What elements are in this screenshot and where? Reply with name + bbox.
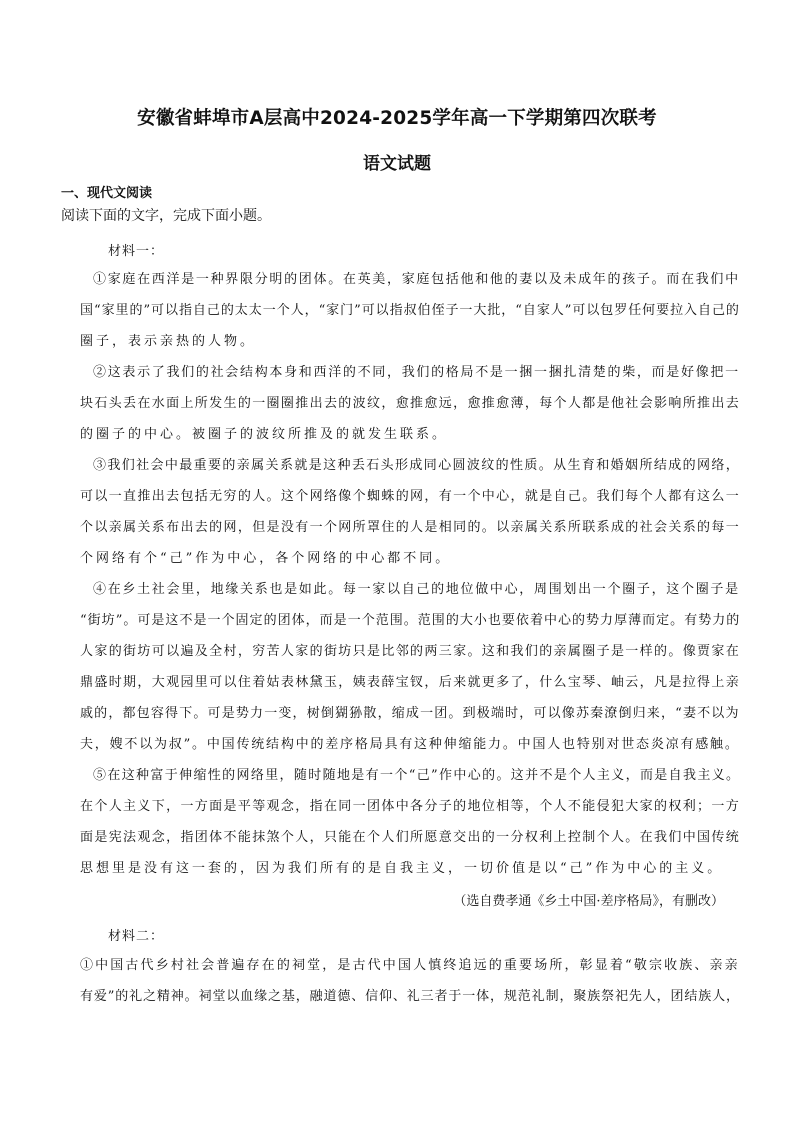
paragraph-line: 块石头丢在水面上所发生的一圈圈推出去的波纹，愈推愈远，愈推愈薄，每个人都是他社会影响所推出去: [80, 396, 740, 411]
paragraph-line: 人家的街坊可以遍及全村，穷苦人家的街坊只是比邻的两三家。这和我们的亲属圈子是一样的。像贾家在: [80, 644, 740, 659]
paragraph-line: 鼎盛时期，大观园里可以住着姑表林黛玉，姨表薛宝钗，后来就更多了，什么宝琴、岫云，凡是拉得上亲: [80, 675, 740, 690]
paragraph-line: 国“家里的”可以指自己的太太一个人，“家门”可以指叔伯侄子一大批，“自家人”可以包罗任何要拉入自己的: [80, 303, 740, 318]
paragraph-line: 个网络有个“己”作为中心，各个网络的中心都不同。: [80, 551, 452, 566]
document-subtitle: 语文试题: [363, 154, 431, 174]
material-1-paragraph-3: [80, 450, 740, 574]
paragraph-line: 面是宪法观念，指团体不能抹煞个人，只能在个人们所愿意交出的一分权利上控制个人。在我们中国传统: [80, 830, 740, 845]
paragraph-line: 的圈子的中心。被圈子的波纹所推及的就发生联系。: [80, 427, 449, 442]
material-1-paragraph-2: [80, 357, 740, 450]
material-1-source: （选自费孝通《乡土中国·差序格局》，有删改）: [453, 894, 724, 909]
paragraph-line: 圈子，表示亲热的人物。: [80, 334, 257, 349]
paragraph-line: ⑤在这种富于伸缩性的网络里，随时随地是有一个“己”作中心的。这并不是个人主义，而是自我主义。: [93, 768, 740, 783]
material-1-paragraph-5: [80, 760, 740, 884]
paragraph-line: ①中国古代乡村社会普遍存在的祠堂，是古代中国人慎终追远的重要场所，彰显着“敬宗收族、亲亲: [80, 958, 740, 973]
paragraph-line: 夫，嫂不以为叔”。中国传统结构中的差序格局具有这种伸缩能力。中国人也特别对世态炎凉有感触。: [80, 737, 740, 752]
paragraph-line: ②这表示了我们的社会结构本身和西洋的不同，我们的格局不是一捆一捆扎清楚的柴，而是好像把一: [93, 365, 740, 380]
paragraph-line: ④在乡土社会里，地缘关系也是如此。每一家以自己的地位做中心，周围划出一个圈子，这个圈子是: [93, 582, 740, 597]
paragraph-line: ①家庭在西洋是一种界限分明的团体。在英美，家庭包括他和他的妻以及未成年的孩子。而在我们中: [93, 272, 740, 287]
material-2-label: 材料二：: [108, 929, 165, 944]
paragraph-line: “街坊”。可是这不是一个固定的团体，而是一个范围。范围的大小也要依着中心的势力厚薄而定。有势力的: [80, 613, 740, 628]
paragraph-line: ③我们社会中最重要的亲属关系就是这种丢石头形成同心圆波纹的性质。从生育和婚姻所结成的网络，: [93, 458, 740, 473]
material-2-paragraph-1: [80, 950, 740, 1012]
material-1-paragraph-1: [80, 264, 740, 357]
paragraph-line: 思想里是没有这一套的，因为我们所有的是自我主义，一切价值是以“己”作为中心的主义。: [80, 861, 724, 876]
paragraph-line: 在个人主义下，一方面是平等观念，指在同一团体中各分子的地位相等，个人不能侵犯大家的权利；一方: [80, 799, 740, 814]
material-1-paragraph-4: [80, 574, 740, 760]
paragraph-line: 有爱”的礼之精神。祠堂以血缘之基，融道德、信仰、礼三者于一体，规范礼制，聚族祭祀先人，团结族人，: [80, 989, 740, 1004]
paragraph-line: 个以亲属关系布出去的网，但是没有一个网所罩住的人是相同的。以亲属关系所联系成的社会关系的每一: [80, 520, 740, 535]
paragraph-line: 可以一直推出去包括无穷的人。这个网络像个蜘蛛的网，有一个中心，就是自己。我们每个人都有这么一: [80, 489, 740, 504]
paragraph-line: 戚的，都包容得下。可是势力一变，树倒猢狲散，缩成一团。到极端时，可以像苏秦潦倒归来，“妻不以为: [80, 706, 740, 721]
instruction-text: 阅读下面的文字，完成下面小题。: [61, 208, 271, 224]
material-1-label: 材料一：: [108, 244, 165, 259]
section-heading: 一、现代文阅读: [61, 186, 153, 201]
document-title: 安徽省蚌埠市A层高中2024-2025学年高一下学期第四次联考: [137, 108, 657, 129]
